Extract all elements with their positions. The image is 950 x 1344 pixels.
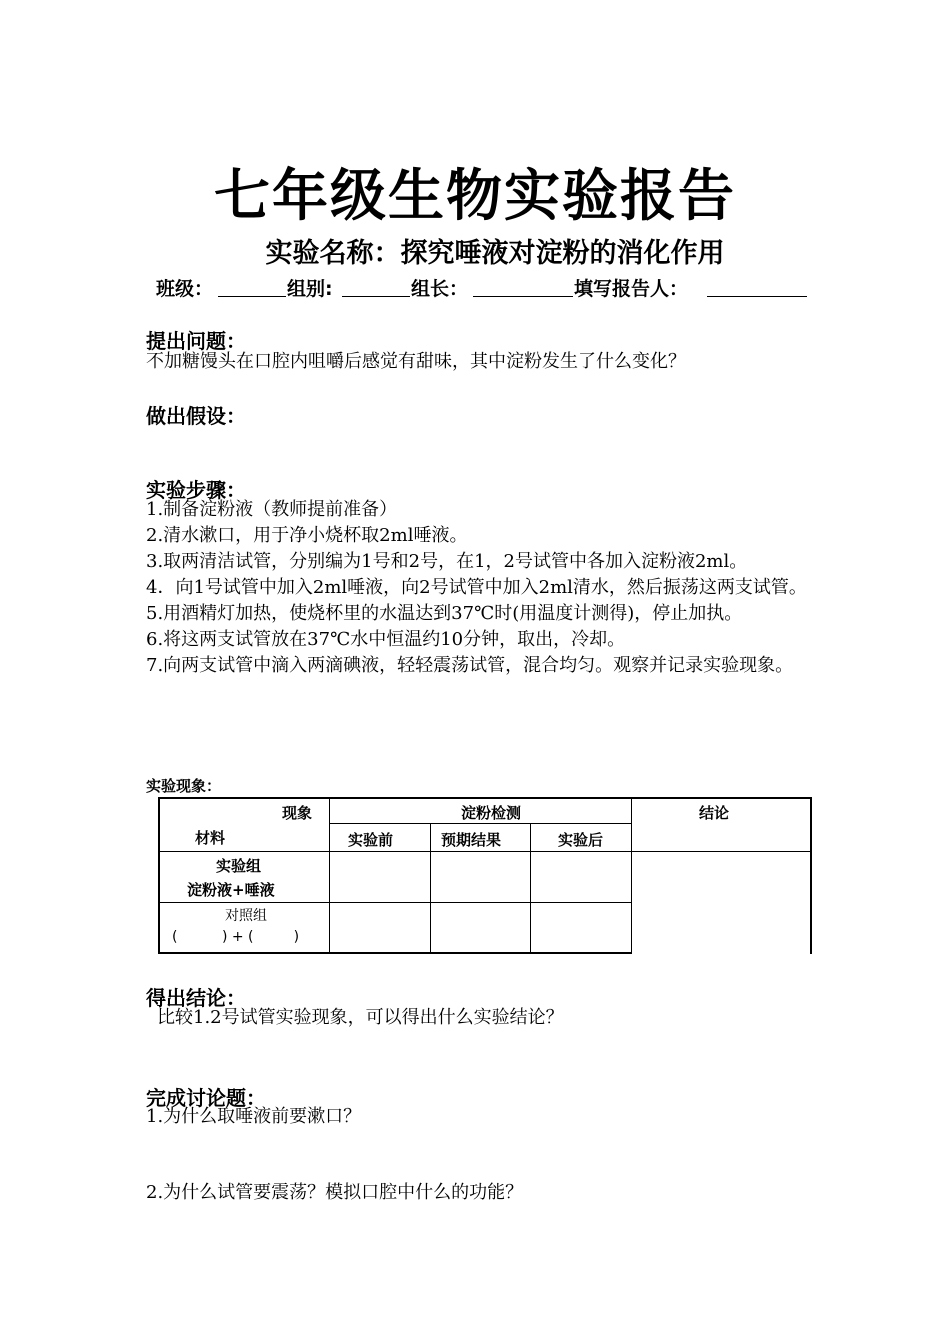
leader-label: 组长：: [411, 278, 469, 300]
info-line: [156, 274, 816, 300]
step-item: 5.用酒精灯加热，使烧杯里的水温达到37℃时(用温度计测得)，停止加执。: [146, 603, 743, 624]
step-item: 3.取两清洁试管，分别编为1号和2号，在1，2号试管中各加入淀粉液2ml。: [146, 551, 748, 572]
table-border-bottom: [158, 952, 631, 954]
conclusion-text: 比较1.2号试管实验现象，可以得出什么实验结论？: [157, 1007, 564, 1028]
hypothesis-heading: 做出假设：: [146, 404, 246, 428]
header-phenomenon: 现象: [282, 804, 313, 822]
discussion-q2: 2.为什么试管要震荡？模拟口腔中什么的功能？: [146, 1182, 524, 1203]
table-border-left: [158, 797, 160, 954]
step-item: 4．向1号试管中加入2ml唾液，向2号试管中加入2ml清水，然后振荡这两支试管。: [146, 577, 807, 598]
leader-blank[interactable]: [473, 296, 573, 297]
header-before: 实验前: [348, 831, 394, 849]
class-blank[interactable]: [218, 296, 286, 297]
table-rule: [530, 823, 531, 954]
results-table: [158, 797, 812, 954]
header-conclusion: 结论: [699, 804, 730, 822]
ctrl-group-label: 对照组: [225, 908, 267, 924]
step-item: 6.将这两支试管放在37℃水中恒温约10分钟，取出，冷却。: [146, 629, 626, 650]
step-item: 1.制备淀粉液（教师提前准备）: [146, 499, 398, 520]
conclusion-heading: 得出结论：: [146, 986, 246, 1010]
steps-heading: 实验步骤：: [146, 478, 246, 502]
header-after: 实验后: [558, 831, 604, 849]
table-border-top: [158, 797, 812, 799]
header-expected: 预期结果: [441, 831, 502, 849]
report-title: 七年级生物实验报告: [214, 164, 736, 229]
step-item: 2.清水漱口，用于净小烧杯取2ml唾液。: [146, 525, 468, 546]
table-rule: [631, 797, 632, 954]
group-label: 组别:: [287, 278, 333, 300]
table-rule: [158, 902, 631, 903]
discussion-heading: 完成讨论题：: [146, 1086, 266, 1110]
ctrl-group-blanks[interactable]: ( ) + ( ): [172, 929, 300, 945]
experiment-name: 实验名称：探究唾液对淀粉的消化作用: [265, 238, 725, 269]
table-rule: [329, 823, 631, 824]
group-blank[interactable]: [342, 296, 410, 297]
question-text: 不加糖馒头在口腔内咀嚼后感觉有甜味，其中淀粉发生了什么变化？: [146, 351, 686, 372]
table-rule: [158, 851, 812, 852]
header-material: 材料: [195, 829, 226, 847]
class-label: 班级：: [156, 278, 214, 300]
exp-group-label: 实验组: [216, 857, 262, 875]
table-rule: [329, 797, 330, 954]
header-starch-test: 淀粉检测: [461, 804, 522, 822]
table-border-right: [810, 797, 812, 954]
reporter-label: 填写报告人：: [574, 278, 689, 300]
phenomenon-heading: 实验现象：: [146, 777, 222, 795]
discussion-q1: 1.为什么取唾液前要漱口？: [146, 1106, 362, 1127]
exp-group-desc: 淀粉液+唾液: [187, 881, 275, 899]
reporter-blank[interactable]: [707, 296, 807, 297]
steps-list: [146, 497, 816, 679]
table-rule: [430, 823, 431, 954]
step-item: 7.向两支试管中滴入两滴碘液，轻轻震荡试管，混合均匀。观察并记录实验现象。: [146, 655, 794, 676]
question-heading: 提出问题：: [146, 329, 246, 353]
